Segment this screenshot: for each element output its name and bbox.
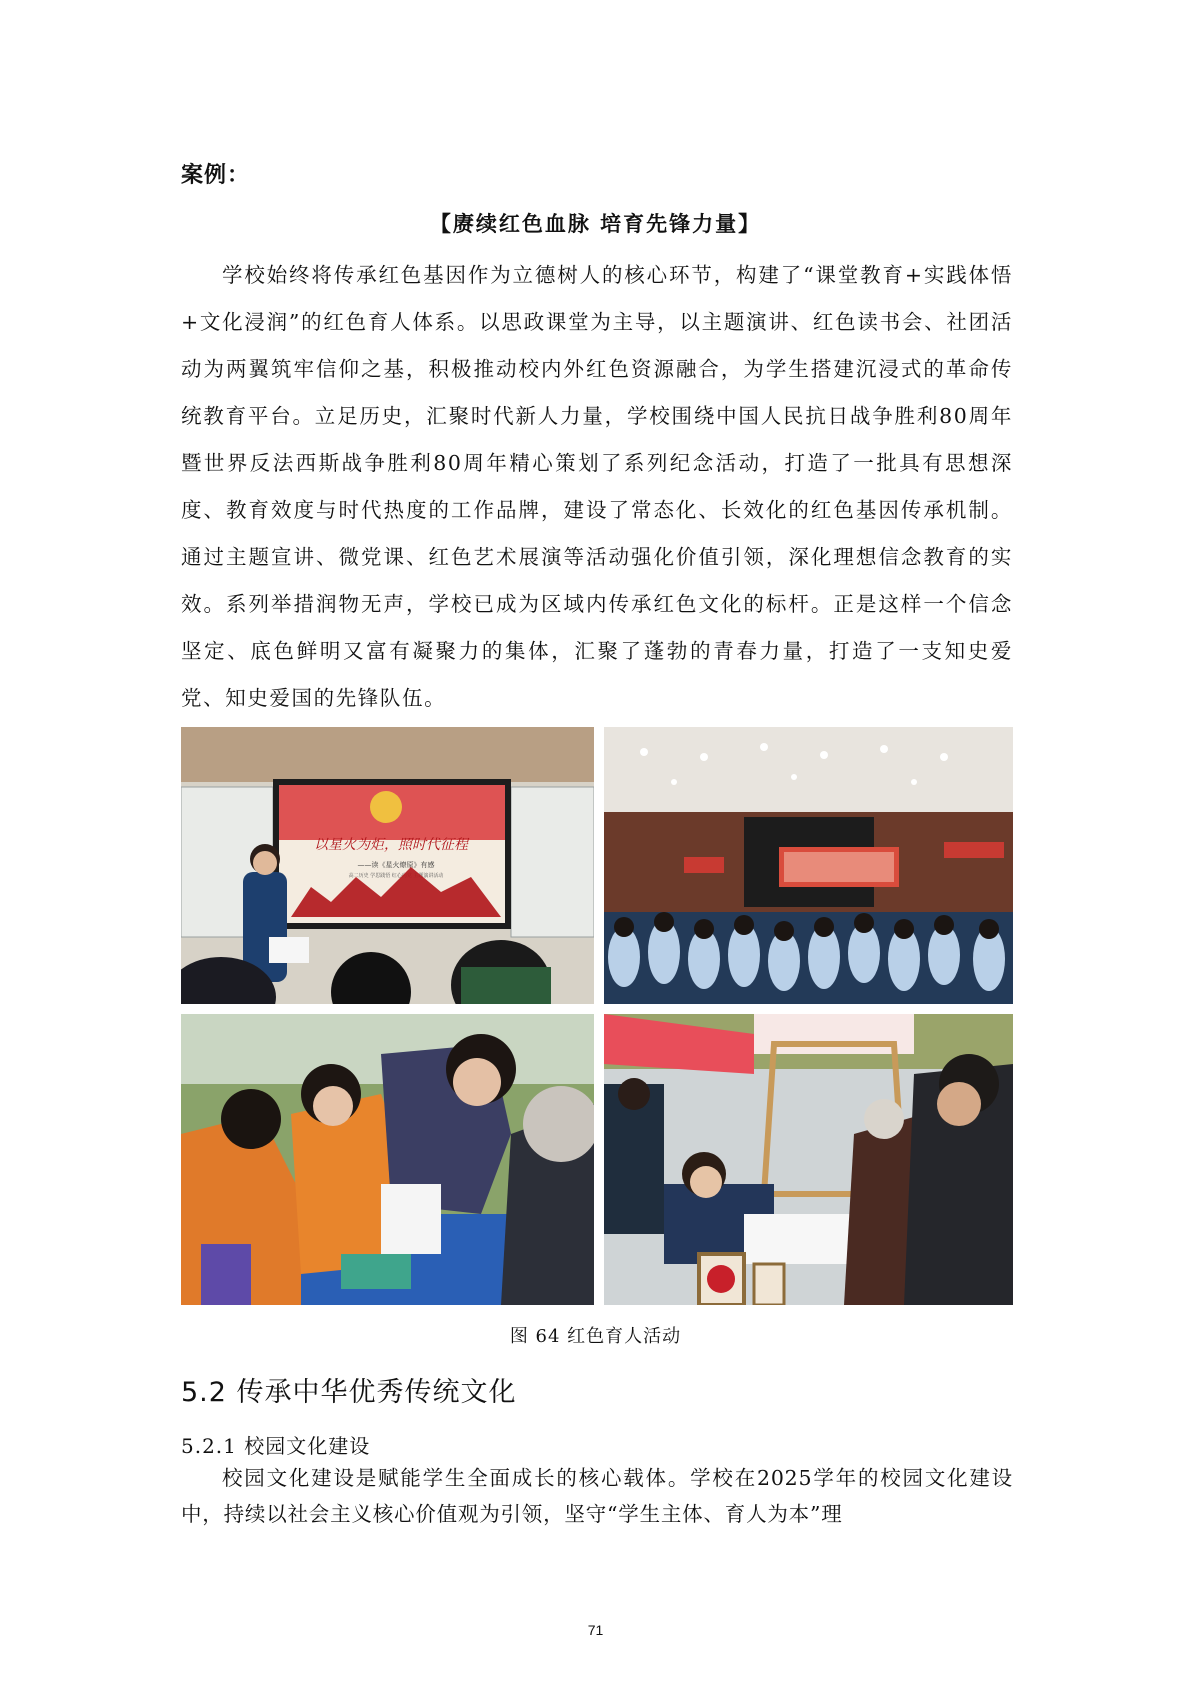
figure-caption: 图 64 红色育人活动 (509, 1326, 682, 1347)
photo-auditorium (604, 727, 1013, 1004)
photo-speech (181, 727, 594, 1004)
case-label: 案例： (181, 163, 251, 188)
case-paragraph: 学校始终将传承红色基因作为立德树人的核心环节，构建了“课堂教育+实践体悟+文化浸润”的红色育人体系。以思政课堂为主导，以主题演讲、红色读书会、社团活动为两翼筑牢信仰之基，积极推动校内外红色资源融合，为学生搭建沉浸式的革命传统教育平台。立足历史，汇聚时代新人力量，学校围绕中国人民抗日战争胜利80周年暨世界反法西斯战争胜利80周年精心策划了系列纪念活动，打造了一批具有思想深度、教育效度与时代热度的工作品牌，建设了常态化、长效化的红色基因传承机制。通过主题宣讲、微党课、红色艺术展演等活动强化价值引领，深化理想信念教育的实效。系列举措润物无声，学校已成为区域内传承红色文化的标杆。正是这样一个信念坚定、底色鲜明又富有凝聚力的集体，汇聚了蓬勃的青春力量，打造了一支知史爱党、知史爱国的先锋队伍。 (181, 263, 1013, 710)
section-heading: 5.2 传承中华优秀传统文化 (181, 1377, 517, 1408)
section-paragraph: 校园文化建设是赋能学生全面成长的核心载体。学校在2025学年的校园文化建设中，持续以社会主义核心价值观为引领，坚守“学生主体、育人为本”理 (181, 1466, 1013, 1526)
photo-craft (181, 1014, 594, 1305)
photo-grid (181, 727, 1013, 1305)
case-title: 【赓续红色血脉 培育先锋力量】 (429, 211, 762, 236)
screen-title: 以星火为炬，照时代征程 (314, 837, 468, 853)
screen-subtitle-2: 高二历史 学思践悟 红心向党 主题演讲活动 (348, 873, 444, 879)
subsection-heading: 5.2.1 校园文化建设 (181, 1434, 371, 1458)
page-number: 71 (587, 1622, 604, 1638)
photo-papercut (604, 1014, 1013, 1305)
screen-subtitle: ——读《星火燎原》有感 (357, 861, 435, 869)
